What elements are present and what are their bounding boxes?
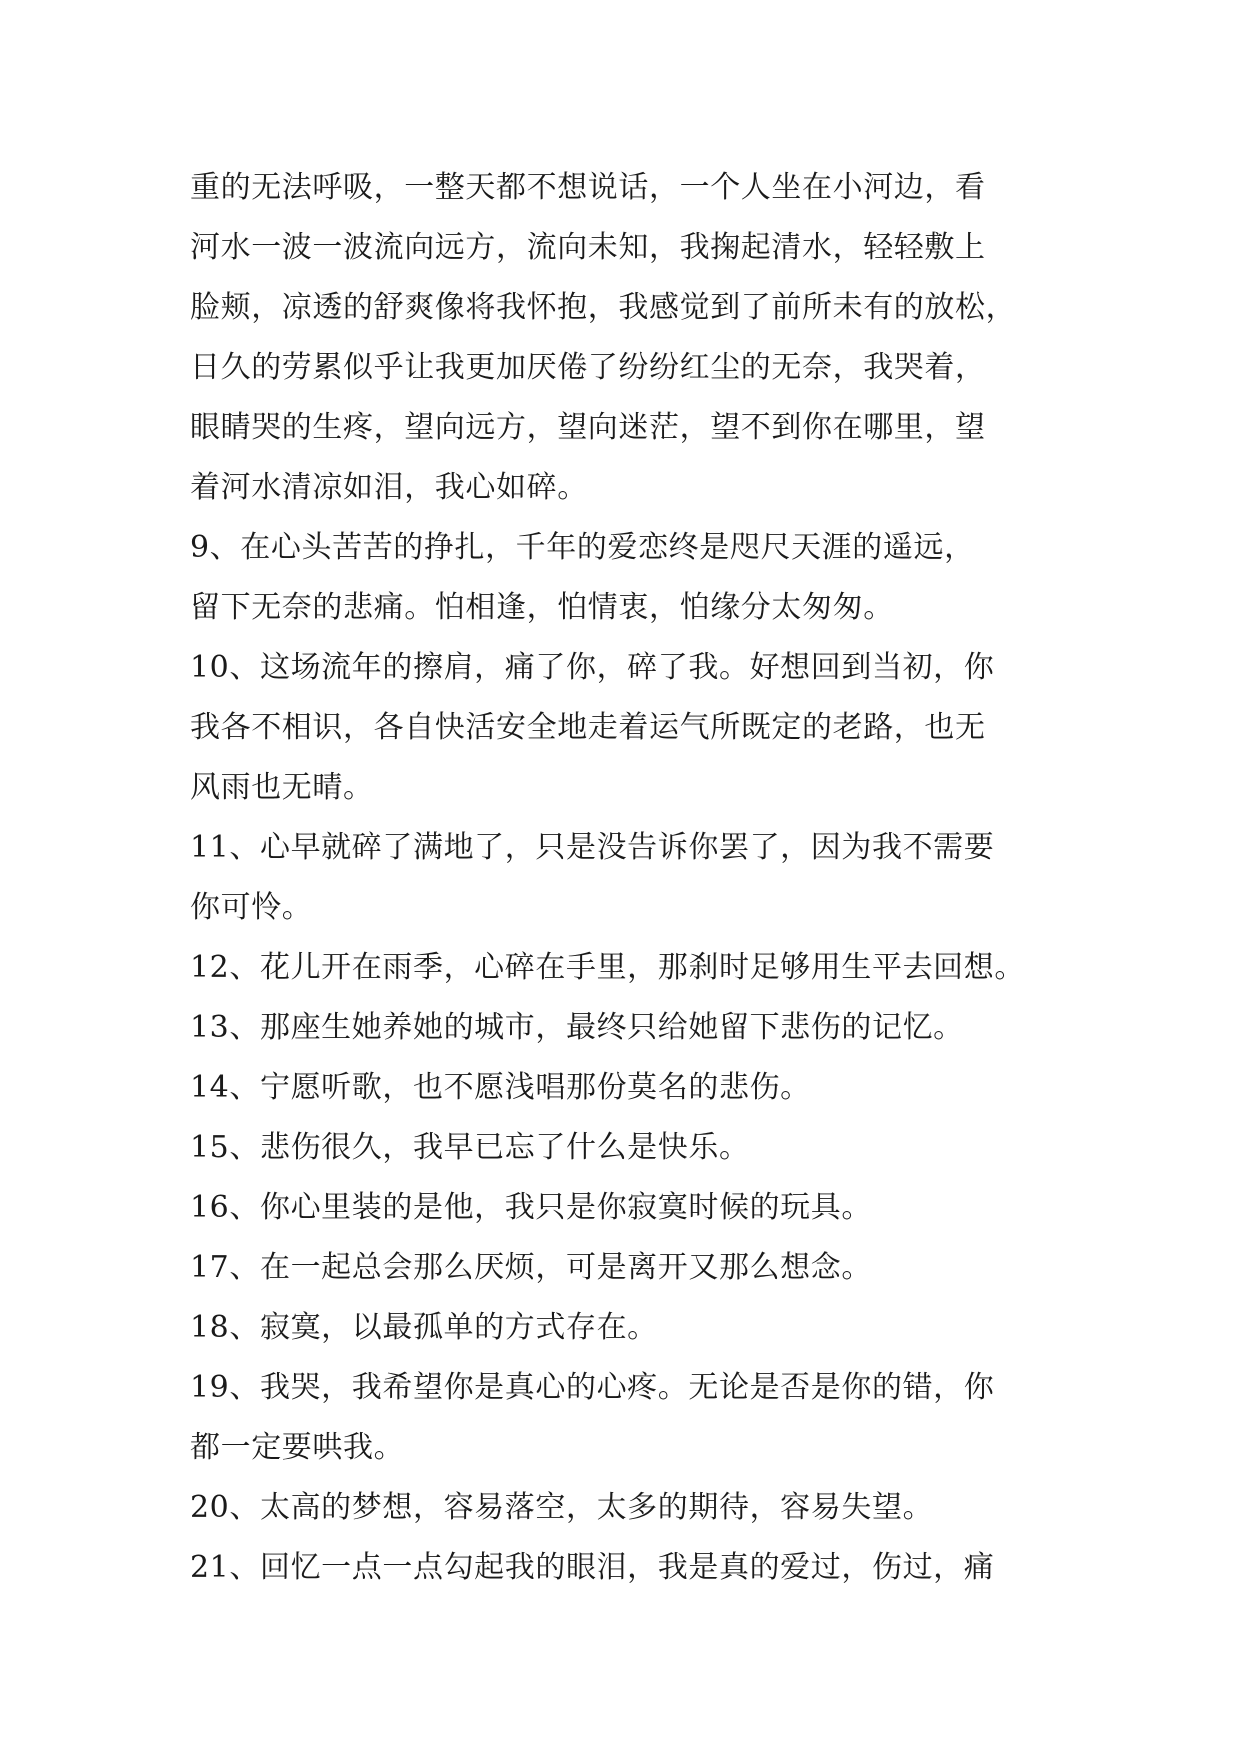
text-line: 11、心早就碎了满地了，只是没告诉你罢了，因为我不需要 xyxy=(190,830,995,865)
text-line: 21、回忆一点一点勾起我的眼泪，我是真的爱过，伤过，痛 xyxy=(190,1550,995,1585)
text-line: 18、寂寞，以最孤单的方式存在。 xyxy=(190,1310,658,1345)
text-line: 风雨也无晴。 xyxy=(190,770,374,805)
text-line: 13、那座生她养她的城市，最终只给她留下悲伤的记忆。 xyxy=(190,1010,964,1045)
text-line: 重的无法呼吸，一整天都不想说话，一个人坐在小河边，看 xyxy=(190,170,986,205)
text-line: 日久的劳累似乎让我更加厌倦了纷纷红尘的无奈，我哭着， xyxy=(190,350,986,385)
text-line: 10、这场流年的擦肩，痛了你，碎了我。好想回到当初，你 xyxy=(190,650,995,685)
text-line: 20、太高的梦想，容易落空，太多的期待，容易失望。 xyxy=(190,1490,934,1525)
document-body xyxy=(190,158,1070,1598)
text-line: 14、宁愿听歌，也不愿浅唱那份莫名的悲伤。 xyxy=(190,1070,811,1105)
text-line: 留下无奈的悲痛。怕相逢，怕情衷，怕缘分太匆匆。 xyxy=(190,590,894,625)
text-line: 眼睛哭的生疼，望向远方，望向迷茫，望不到你在哪里，望 xyxy=(190,410,986,445)
text-line: 河水一波一波流向远方，流向未知，我掬起清水，轻轻敷上 xyxy=(190,230,986,265)
text-line: 15、悲伤很久，我早已忘了什么是快乐。 xyxy=(190,1130,750,1165)
text-line: 我各不相识，各自快活安全地走着运气所既定的老路，也无 xyxy=(190,710,986,745)
text-line: 脸颊，凉透的舒爽像将我怀抱，我感觉到了前所未有的放松， xyxy=(190,290,1017,325)
text-line: 着河水清凉如泪，我心如碎。 xyxy=(190,470,588,505)
text-line: 9、在心头苦苦的挣扎，千年的爱恋终是咫尺天涯的遥远， xyxy=(190,530,975,565)
text-line: 16、你心里装的是他，我只是你寂寞时候的玩具。 xyxy=(190,1190,872,1225)
text-line: 17、在一起总会那么厌烦，可是离开又那么想念。 xyxy=(190,1250,872,1285)
text-line: 19、我哭，我希望你是真心的心疼。无论是否是你的错，你 xyxy=(190,1370,995,1405)
text-line: 都一定要哄我。 xyxy=(190,1430,405,1465)
text-line: 你可怜。 xyxy=(190,890,313,925)
text-line: 12、花儿开在雨季，心碎在手里，那刹时足够用生平去回想。 xyxy=(190,950,1025,985)
